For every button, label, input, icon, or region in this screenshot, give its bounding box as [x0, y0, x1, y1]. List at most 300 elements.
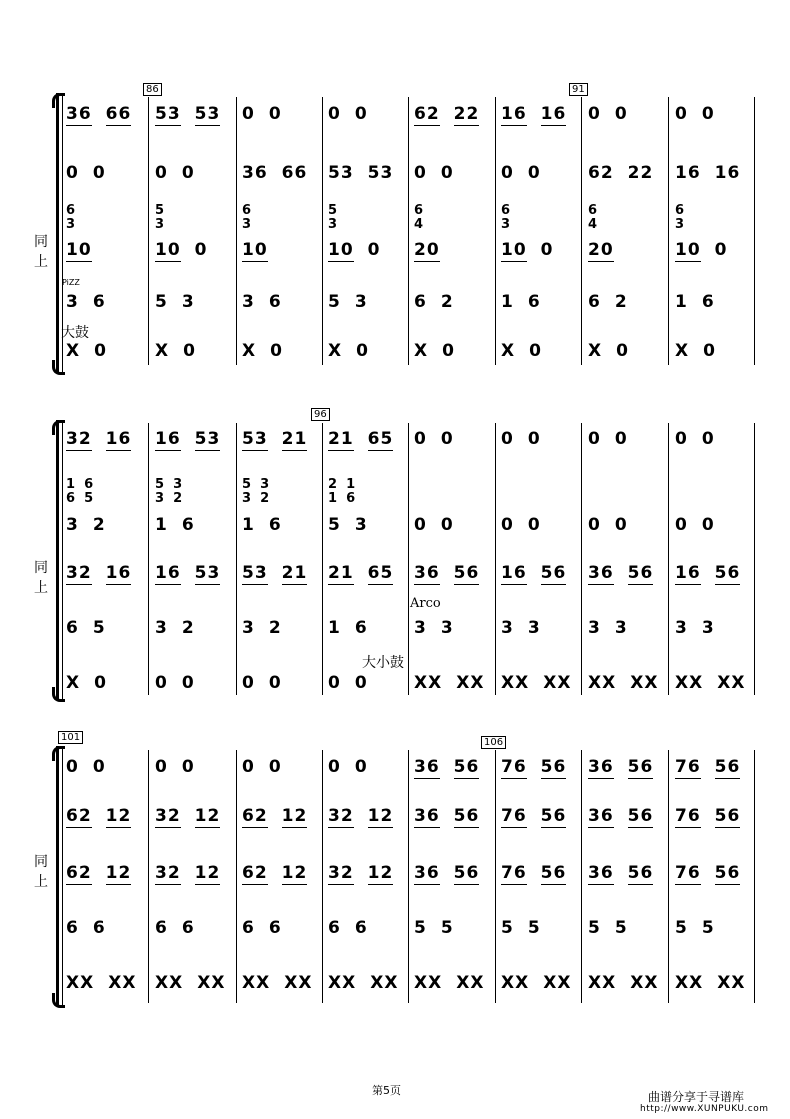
note-group: 0: [242, 104, 255, 124]
note-group: 56: [714, 563, 741, 583]
note-group: 0: [540, 240, 554, 260]
note-group: 2: [92, 515, 106, 535]
note-group: 20: [414, 240, 440, 260]
note-group: 6: [242, 918, 255, 938]
note-group: 32: [66, 429, 92, 449]
note-group: 36: [588, 757, 614, 777]
chord-upper-note: 6: [242, 203, 252, 218]
note-group: 5: [588, 918, 601, 938]
note-group: XX: [717, 673, 746, 693]
note-group: X: [242, 341, 257, 361]
note-group: 0: [94, 673, 107, 693]
note-group: 0: [501, 163, 514, 183]
note-group: 22: [453, 104, 480, 124]
note-group: 0: [614, 104, 628, 124]
measure-cell: [155, 757, 233, 781]
note-group: 0: [181, 673, 195, 693]
measure-cell: [328, 973, 406, 997]
note-group: 16: [155, 563, 181, 583]
chord-upper-note: 3: [501, 217, 511, 232]
measure-cell: [328, 806, 406, 830]
note-group: 5: [501, 918, 514, 938]
site-watermark: 曲谱分享于寻谱库: [648, 1090, 745, 1104]
note-group: 10: [675, 240, 701, 260]
note-group: 56: [627, 806, 654, 826]
chord-upper-note: 3: [155, 217, 165, 232]
note-group: 6: [328, 918, 341, 938]
note-group: 6: [268, 515, 282, 535]
note-group: 2: [614, 292, 628, 312]
note-group: 53: [155, 104, 181, 124]
note-group: 5: [328, 292, 341, 312]
note-group: 16: [105, 429, 132, 449]
chord-upper-note: 3: [66, 217, 76, 232]
note-group: 0: [181, 757, 195, 777]
note-group: 0: [328, 104, 341, 124]
note-group: 3: [354, 292, 368, 312]
note-group: XX: [414, 673, 443, 693]
instrument-label: 同上: [34, 560, 48, 596]
note-group: 76: [675, 806, 701, 826]
brace-line: [62, 746, 63, 1006]
measure-cell: [155, 973, 233, 997]
note-group: 0: [614, 429, 628, 449]
note-group: 0: [675, 104, 688, 124]
note-group: 16: [155, 429, 181, 449]
note-group: 0: [92, 757, 106, 777]
note-group: 53: [328, 163, 354, 183]
measure-cell: [242, 757, 320, 781]
chord-upper-note: 6: [501, 203, 511, 218]
note-group: 53: [242, 563, 268, 583]
note-group: XX: [501, 973, 530, 993]
note-group: 36: [414, 863, 440, 883]
note-group: 2: [181, 618, 195, 638]
note-group: 62: [242, 806, 268, 826]
note-group: 16: [675, 563, 701, 583]
note-group: 0: [155, 757, 168, 777]
note-group: 12: [281, 806, 308, 826]
note-group: 6: [701, 292, 715, 312]
note-group: 65: [367, 563, 394, 583]
note-group: 66: [281, 163, 308, 183]
note-group: 6: [181, 918, 195, 938]
measure-cell: [501, 757, 579, 781]
measure-cell: [501, 918, 579, 942]
note-group: 76: [501, 863, 527, 883]
note-group: 5: [328, 515, 341, 535]
page-number: 第5页: [372, 1084, 401, 1097]
note-group: 53: [367, 163, 394, 183]
note-group: 10: [501, 240, 527, 260]
note-group: 0: [703, 341, 716, 361]
note-group: 16: [675, 163, 701, 183]
note-group: 0: [440, 515, 454, 535]
note-group: 76: [501, 757, 527, 777]
note-group: 32: [155, 806, 181, 826]
chord-upper-note: 5: [328, 203, 338, 218]
measure-cell: [414, 918, 492, 942]
note-group: 16: [714, 163, 741, 183]
note-group: 16: [501, 104, 527, 124]
note-group: 0: [181, 163, 195, 183]
note-group: X: [414, 341, 429, 361]
rehearsal-mark-86: 86: [143, 83, 162, 96]
note-group: 3: [501, 618, 514, 638]
note-group: XX: [242, 973, 271, 993]
note-group: 6: [155, 918, 168, 938]
barline: [495, 750, 496, 1003]
pizz-mark: PiZZ: [62, 278, 80, 287]
measure-cell: [588, 918, 666, 942]
measure-cell: [242, 863, 320, 887]
note-group: 0: [614, 515, 628, 535]
barline: [322, 750, 323, 1003]
note-group: 21: [281, 563, 308, 583]
note-group: 0: [414, 515, 427, 535]
note-group: 6: [92, 292, 106, 312]
note-group: 3: [675, 618, 688, 638]
note-group: X: [155, 341, 170, 361]
note-group: 0: [94, 341, 107, 361]
note-group: XX: [543, 973, 572, 993]
note-group: XX: [456, 973, 485, 993]
measure-cell: [414, 863, 492, 887]
note-group: X: [66, 341, 81, 361]
measure-cell: [155, 918, 233, 942]
note-group: 0: [242, 757, 255, 777]
measure-cell: [501, 973, 579, 997]
note-group: 21: [328, 563, 354, 583]
chord-upper-note: 3: [328, 217, 338, 232]
note-group: XX: [155, 973, 184, 993]
note-group: 56: [540, 757, 567, 777]
note-group: X: [588, 341, 603, 361]
note-group: 6: [527, 292, 541, 312]
barline: [236, 750, 237, 1003]
measure-cell: [66, 757, 144, 781]
note-group: 0: [588, 429, 601, 449]
note-group: 1: [242, 515, 255, 535]
note-group: 56: [453, 863, 480, 883]
note-group: 0: [268, 673, 282, 693]
measure-cell: [66, 863, 144, 887]
note-group: XX: [588, 973, 617, 993]
note-group: 0: [354, 104, 368, 124]
note-group: XX: [370, 973, 399, 993]
note-group: XX: [630, 673, 659, 693]
note-group: 21: [281, 429, 308, 449]
chord-upper-note: 4: [588, 217, 598, 232]
chord-upper-note: 4: [414, 217, 424, 232]
note-group: 0: [414, 163, 427, 183]
note-group: 0: [701, 515, 715, 535]
barline: [148, 750, 149, 1003]
measure-cell: [675, 863, 753, 887]
note-group: 36: [66, 104, 92, 124]
measure-cell: [414, 806, 492, 830]
note-group: XX: [414, 973, 443, 993]
note-group: 3: [66, 292, 79, 312]
note-group: X: [501, 341, 516, 361]
note-group: 32: [66, 563, 92, 583]
note-group: 6: [181, 515, 195, 535]
note-group: 56: [540, 806, 567, 826]
drum-label: 大鼓: [61, 325, 89, 341]
note-group: 16: [501, 563, 527, 583]
note-group: 56: [627, 563, 654, 583]
note-group: 53: [242, 429, 268, 449]
note-group: 16: [105, 563, 132, 583]
note-group: 12: [194, 863, 221, 883]
measure-cell: [588, 863, 666, 887]
chord-upper-note: 2 1: [328, 477, 356, 492]
note-group: 0: [442, 341, 455, 361]
note-group: 5: [155, 292, 168, 312]
rehearsal-mark-96: 96: [311, 408, 330, 421]
note-group: 12: [194, 806, 221, 826]
note-group: 16: [540, 104, 567, 124]
note-group: 22: [627, 163, 654, 183]
note-group: 6: [66, 918, 79, 938]
note-group: 3: [155, 618, 168, 638]
chord-upper-note: 5: [155, 203, 165, 218]
note-group: 32: [328, 863, 354, 883]
note-group: 0: [701, 104, 715, 124]
note-group: 62: [414, 104, 440, 124]
note-group: 5: [675, 918, 688, 938]
note-group: 3: [66, 515, 79, 535]
note-group: 56: [627, 757, 654, 777]
note-group: 36: [414, 806, 440, 826]
note-group: 0: [501, 429, 514, 449]
measure-cell: [675, 806, 753, 830]
note-group: 32: [155, 863, 181, 883]
note-group: 3: [440, 618, 454, 638]
note-group: 3: [414, 618, 427, 638]
note-group: X: [66, 673, 81, 693]
note-group: 0: [328, 673, 341, 693]
chord-upper-note: 3: [242, 217, 252, 232]
note-group: XX: [675, 673, 704, 693]
note-group: 6: [354, 918, 368, 938]
note-group: 32: [328, 806, 354, 826]
note-group: XX: [588, 673, 617, 693]
measure-cell: [675, 757, 753, 781]
note-group: 12: [367, 806, 394, 826]
note-group: 0: [356, 341, 369, 361]
note-group: 0: [66, 757, 79, 777]
rehearsal-mark-101: 101: [58, 731, 83, 744]
note-group: 3: [614, 618, 628, 638]
measure-cell: [66, 806, 144, 830]
note-group: 53: [194, 429, 221, 449]
note-group: 62: [66, 806, 92, 826]
note-group: 56: [627, 863, 654, 883]
note-group: 10: [155, 240, 181, 260]
note-group: XX: [197, 973, 226, 993]
note-group: 2: [440, 292, 454, 312]
chord-upper-note: 5 3: [242, 477, 270, 492]
chord-upper-note: 3: [675, 217, 685, 232]
note-group: 56: [453, 806, 480, 826]
note-group: 36: [588, 563, 614, 583]
barline: [668, 750, 669, 1003]
note-group: 5: [440, 918, 454, 938]
measure-cell: [588, 806, 666, 830]
barline: [581, 750, 582, 1003]
chord-upper-note: 6 5: [66, 491, 94, 506]
note-group: 62: [588, 163, 614, 183]
brace-bar: [56, 746, 59, 1006]
note-group: 36: [414, 757, 440, 777]
note-group: XX: [675, 973, 704, 993]
note-group: 3: [701, 618, 715, 638]
note-group: 12: [105, 863, 132, 883]
note-group: 6: [268, 292, 282, 312]
note-group: 5: [614, 918, 628, 938]
measure-cell: [66, 973, 144, 997]
note-group: 5: [701, 918, 715, 938]
measure-cell: [675, 918, 753, 942]
note-group: 5: [92, 618, 106, 638]
note-group: 0: [675, 515, 688, 535]
note-group: 0: [701, 429, 715, 449]
note-group: 76: [501, 806, 527, 826]
note-group: 0: [354, 673, 368, 693]
note-group: XX: [284, 973, 313, 993]
note-group: 0: [242, 673, 255, 693]
note-group: 3: [242, 618, 255, 638]
note-group: 36: [242, 163, 268, 183]
note-group: 12: [105, 806, 132, 826]
chord-upper-note: 5 3: [155, 477, 183, 492]
note-group: 65: [367, 429, 394, 449]
note-group: 0: [414, 429, 427, 449]
measure-cell: [414, 973, 492, 997]
note-group: 0: [155, 673, 168, 693]
note-group: 0: [268, 104, 282, 124]
measure-cell: [66, 918, 144, 942]
note-group: 0: [527, 163, 541, 183]
note-group: 5: [527, 918, 541, 938]
note-group: 0: [354, 757, 368, 777]
note-group: 53: [194, 563, 221, 583]
note-group: XX: [717, 973, 746, 993]
instrument-label: 同上: [34, 234, 48, 270]
rehearsal-mark-106: 106: [481, 736, 506, 749]
note-group: 66: [105, 104, 132, 124]
instrument-label: 同上: [34, 854, 48, 890]
note-group: 56: [453, 757, 480, 777]
note-group: 0: [675, 429, 688, 449]
measure-cell: [242, 973, 320, 997]
note-group: 5: [414, 918, 427, 938]
note-group: 0: [328, 757, 341, 777]
note-group: XX: [630, 973, 659, 993]
note-group: 0: [440, 429, 454, 449]
measure-cell: [414, 757, 492, 781]
note-group: 10: [66, 240, 92, 260]
measure-cell: [242, 806, 320, 830]
note-group: XX: [328, 973, 357, 993]
note-group: 36: [588, 806, 614, 826]
note-group: XX: [108, 973, 137, 993]
note-group: XX: [66, 973, 95, 993]
chord-upper-note: 3 2: [242, 491, 270, 506]
chord-upper-note: 6: [675, 203, 685, 218]
measure-cell: [328, 757, 406, 781]
chord-upper-note: 6: [66, 203, 76, 218]
note-group: XX: [543, 673, 572, 693]
barline: [754, 750, 755, 1003]
chord-upper-note: 6: [588, 203, 598, 218]
note-group: 0: [270, 341, 283, 361]
note-group: 0: [527, 429, 541, 449]
measure-cell: [501, 863, 579, 887]
note-group: 3: [588, 618, 601, 638]
note-group: 56: [540, 563, 567, 583]
measure-cell: [328, 863, 406, 887]
measure-cell: [675, 973, 753, 997]
note-group: 36: [588, 863, 614, 883]
note-group: 0: [588, 515, 601, 535]
note-group: 6: [66, 618, 79, 638]
note-group: 21: [328, 429, 354, 449]
measure-cell: [501, 806, 579, 830]
note-group: 3: [527, 618, 541, 638]
note-group: X: [328, 341, 343, 361]
note-group: 56: [453, 563, 480, 583]
chord-upper-note: 6: [414, 203, 424, 218]
note-group: 0: [714, 240, 728, 260]
note-group: XX: [501, 673, 530, 693]
measure-cell: [588, 973, 666, 997]
note-group: 76: [675, 863, 701, 883]
note-group: 0: [616, 341, 629, 361]
note-group: 0: [440, 163, 454, 183]
note-group: 10: [328, 240, 354, 260]
note-group: 6: [414, 292, 427, 312]
note-group: 56: [714, 757, 741, 777]
note-group: 0: [529, 341, 542, 361]
note-group: 6: [354, 618, 368, 638]
note-group: 0: [66, 163, 79, 183]
note-group: 0: [367, 240, 381, 260]
note-group: 1: [155, 515, 168, 535]
site-url: http://www.XUNPUKU.com: [640, 1104, 769, 1114]
measure-cell: [588, 757, 666, 781]
barline: [408, 750, 409, 1003]
note-group: 0: [588, 104, 601, 124]
measure-cell: [155, 863, 233, 887]
note-group: 0: [527, 515, 541, 535]
chord-upper-note: 1 6: [66, 477, 94, 492]
rehearsal-mark-91: 91: [569, 83, 588, 96]
note-group: 0: [268, 757, 282, 777]
note-group: 56: [714, 863, 741, 883]
note-group: 0: [183, 341, 196, 361]
note-group: 6: [92, 918, 106, 938]
note-group: 12: [367, 863, 394, 883]
note-group: 6: [268, 918, 282, 938]
note-group: 1: [675, 292, 688, 312]
note-group: 12: [281, 863, 308, 883]
note-group: X: [675, 341, 690, 361]
note-group: 3: [181, 292, 195, 312]
measure-cell: [328, 918, 406, 942]
note-group: 76: [675, 757, 701, 777]
